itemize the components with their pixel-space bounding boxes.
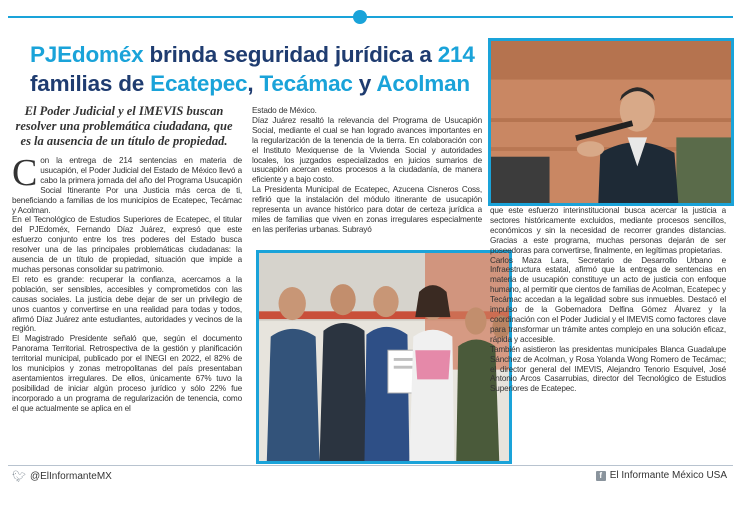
headline-text-1: brinda seguridad jurídica a <box>143 42 438 67</box>
facebook-icon: f <box>596 471 606 481</box>
facebook-page: El Informante México USA <box>609 470 727 481</box>
headline-comma: , <box>247 71 260 96</box>
drop-cap: C <box>12 156 38 194</box>
article-column-1 <box>12 156 242 454</box>
twitter-handle: @ElInformanteMX <box>29 471 112 482</box>
column-1-text: on la entrega de 214 sentencias en materia de usucapión, el Poder Judicial del Estado de México llevó a cabo la primera jornada del año del Programa Usucapión Social Itinerante Por una Justicia más cerca de ti, beneficiando a familias de los municipios de Ecatepec, Tecámac y Acolman. En el Tecnológico de Estudios Superiores de Ecatepec, el titular del PJEdoméx, Fernando Díaz Juárez, expresó que este esfuerzo conjunto entre los tres poderes del Estado busca resolver una de las principales problemáticas ciudadanas: la ausencia de un título de propiedad, situación que impide a muchas personas consolidar su patrimonio. El reto es grande: recuperar la confianza, acercarnos a la población, ser sensibles, accesibles y comprometidos con las causas sociales. La justicia debe dejar de ser un privilegio de unos cuantos y convertirse en una realidad para todas y todos, afirmó Díaz Juárez ante estudiantes, autoridades y vecinos de la región. El Magistrado Presidente señaló que, según el documento Panorama Territorial. Retrospectiva de la gestión y planificación territorial municipal, publicado por el INEGI en 2022, el 82% de los municipios y zonas metropolitanas del país presentaban asentamientos irregulares. De ellos, únicamente 67% tuvo la posibilidad de iniciar algún proceso jurídico y sólo 22% fue incorporado a un programa de regularización de tenencia, como el que actualmente se aplica en el <box>12 156 242 413</box>
headline-acolman: Acolman <box>376 71 470 96</box>
headline-text-2: familias de <box>30 71 151 96</box>
top-rule <box>8 16 733 18</box>
article-dek: El Poder Judicial y el IMEVIS buscan resolver una problemática ciudadana, que es la ausencia de un título de propiedad. <box>15 104 233 148</box>
article-column-3: que este esfuerzo interinstitucional busca acercar la justicia a sectores históricamente excluidos, mediante procesos sencillos, económicos y sin la necesidad de recorrer grandes distancias. Gracias a este programa, muchas personas dejarán de ser poseedoras para convertirse, finalmente, en legítimas propietarias. Carlos Maza Lara, Secretario de Desarrollo Urbano e Infraestructura estatal, afirmó que la entrega de sentencias en materia de usucapión constituye un acto de justicia con enfoque humano, al permitir que cientos de familias de Acolman, Ecatepec y Tecámac accedan a la legalidad sobre sus inmuebles. Destacó el impulso de la Gobernadora Delfina Gómez Álvarez y la coordinación con el Poder Judicial y el IMEVIS como factores clave para transformar un trámite antes complejo en una solución eficaz, rápida y accesible. También asistieron las presidentas municipales Blanca Guadalupe Sánchez de Acolman, y Rosa Yolanda Wong Romero de Tecámac; el director general del IMEVIS, Alejandro Tenorio Esquivel, José Antonio Arcos Casarrubias, director del Tecnológico de Estudios Superiores de Ecatepec. <box>490 206 726 394</box>
footer-rule <box>8 465 733 466</box>
footer-facebook[interactable] <box>596 470 727 481</box>
article-column-2: Estado de México. Díaz Juárez resaltó la relevancia del Programa de Usucapión Social, mediante el cual se han logrado avances importantes en la regularización de la tenencia de la tierra. En colaboración con el Instituto Mexiquense de la Vivienda Social y autoridades locales, los juzgados especializados en juicios sumarios de usucapión acercan estos procesos a la ciudadanía, de manera eficiente y a bajo costo. La Presidenta Municipal de Ecatepec, Azucena Cisneros Coss, refirió que la instalación del módulo itinerante de usucapión representa un avance histórico para dotar de certeza jurídica a miles de familias que viven en zonas irregulares especialmente en las periferias urbanas. Subrayó <box>252 106 482 234</box>
group-photo <box>256 250 512 464</box>
headline-tecamac: Tecámac <box>259 71 353 96</box>
headline-ecatepec: Ecatepec <box>150 71 248 96</box>
top-rule-dot <box>353 10 367 24</box>
headline-brand: PJEdoméx <box>30 42 144 67</box>
speaker-photo <box>488 38 734 206</box>
article-headline <box>30 40 480 98</box>
headline-number: 214 <box>437 42 475 67</box>
footer-twitter[interactable] <box>12 470 112 483</box>
twitter-icon: 🐦︎ <box>12 471 26 483</box>
headline-and: y <box>352 71 377 96</box>
